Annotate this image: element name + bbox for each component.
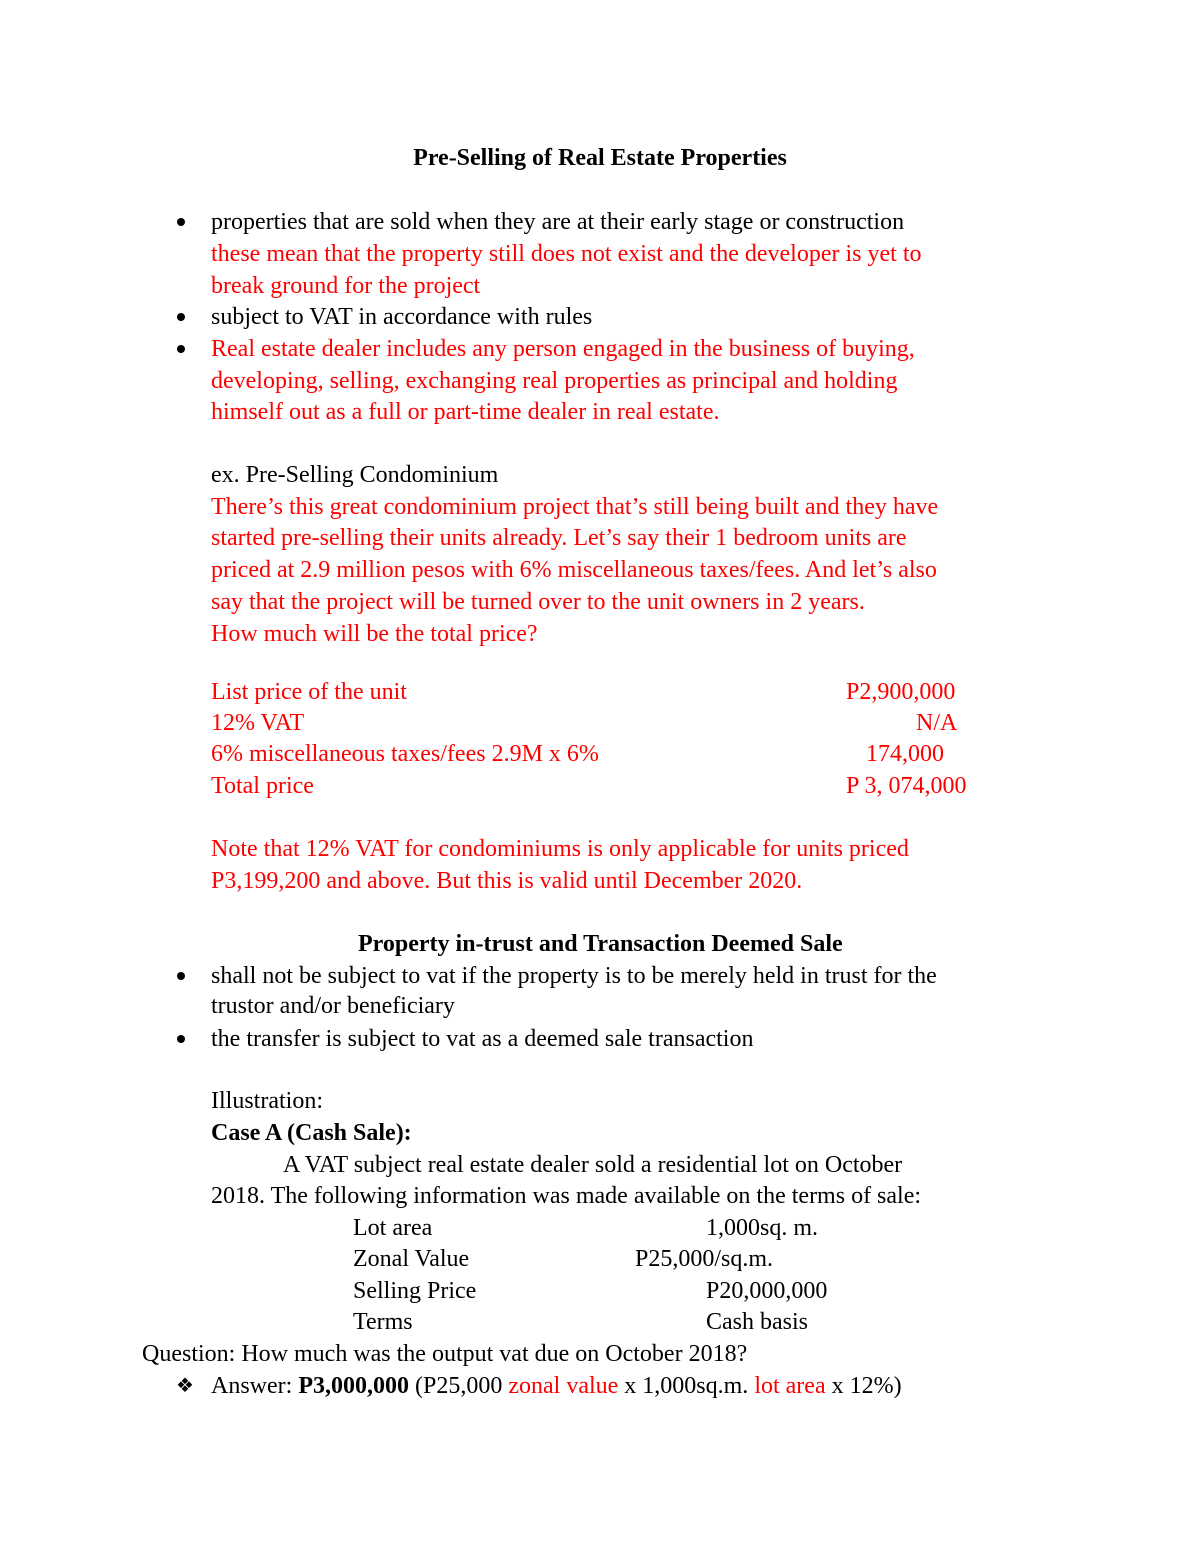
bullet-text: properties that are sold when they are at their early stage or construction bbox=[211, 209, 905, 235]
section-title-trust: Property in-trust and Transaction Deemed Sale bbox=[358, 931, 843, 957]
case-a-heading: Case A (Cash Sale): bbox=[211, 1120, 412, 1146]
example-text: say that the project will be turned over to the unit owners in 2 years. bbox=[211, 589, 865, 615]
bullet-text-red: break ground for the project bbox=[211, 273, 481, 299]
note-text: P3,199,200 and above. But this is valid until December 2020. bbox=[211, 868, 803, 894]
term-label: Lot area bbox=[353, 1215, 433, 1241]
bullet-text: trustor and/or beneficiary bbox=[211, 993, 455, 1019]
calc-value: 174,000 bbox=[866, 741, 944, 767]
term-value: P20,000,000 bbox=[706, 1278, 828, 1304]
case-text: 2018. The following information was made available on the terms of sale: bbox=[211, 1183, 922, 1209]
note-text: Note that 12% VAT for condominiums is only applicable for units priced bbox=[211, 836, 909, 862]
bullet-icon bbox=[177, 972, 185, 980]
bullet-icon bbox=[177, 313, 185, 321]
bullet-text-red: these mean that the property still does not exist and the developer is yet to bbox=[211, 241, 922, 267]
answer-amount: P3,000,000 bbox=[298, 1373, 409, 1399]
bullet-text-red: himself out as a full or part-time dealer in real estate. bbox=[211, 399, 720, 425]
example-text: There’s this great condominium project that’s still being built and they have bbox=[211, 494, 939, 520]
section-title-preselling: Pre-Selling of Real Estate Properties bbox=[413, 145, 787, 171]
question-text: Question: How much was the output vat due on October 2018? bbox=[142, 1341, 748, 1367]
example-text: started pre-selling their units already. Let’s say their 1 bedroom units are bbox=[211, 525, 907, 551]
bullet-text-red: Real estate dealer includes any person engaged in the business of buying, bbox=[211, 336, 915, 362]
calc-value: P 3, 074,000 bbox=[846, 773, 967, 799]
diamond-bullet-icon: ❖ bbox=[176, 1375, 194, 1397]
answer-lot: lot area bbox=[754, 1373, 826, 1399]
calc-label: 12% VAT bbox=[211, 710, 305, 736]
answer-zonal: zonal value bbox=[508, 1373, 619, 1399]
term-value: Cash basis bbox=[706, 1309, 808, 1335]
answer-close: x 12%) bbox=[825, 1373, 902, 1399]
bullet-icon bbox=[177, 1035, 185, 1043]
bullet-text: the transfer is subject to vat as a deemed sale transaction bbox=[211, 1026, 754, 1052]
calc-label: List price of the unit bbox=[211, 679, 407, 705]
illustration-label: Illustration: bbox=[211, 1088, 323, 1114]
calc-value: N/A bbox=[916, 710, 958, 736]
answer-open: (P25,000 bbox=[409, 1373, 509, 1399]
term-value: 1,000sq. m. bbox=[706, 1215, 819, 1241]
calc-label: Total price bbox=[211, 773, 314, 799]
bullet-text-red: developing, selling, exchanging real properties as principal and holding bbox=[211, 368, 898, 394]
bullet-icon bbox=[177, 218, 185, 226]
example-label: ex. Pre-Selling Condominium bbox=[211, 462, 499, 488]
term-label: Selling Price bbox=[353, 1278, 477, 1304]
term-label: Zonal Value bbox=[353, 1246, 470, 1272]
answer-prefix: Answer: bbox=[211, 1373, 299, 1399]
calc-value: P2,900,000 bbox=[846, 679, 956, 705]
example-text: priced at 2.9 million pesos with 6% miscellaneous taxes/fees. And let’s also bbox=[211, 557, 937, 583]
term-label: Terms bbox=[353, 1309, 413, 1335]
calc-label: 6% miscellaneous taxes/fees 2.9M x 6% bbox=[211, 741, 599, 767]
bullet-text: subject to VAT in accordance with rules bbox=[211, 304, 593, 330]
answer-mid: x 1,000sq.m. bbox=[618, 1373, 755, 1399]
term-value: P25,000/sq.m. bbox=[635, 1246, 774, 1272]
example-question: How much will be the total price? bbox=[211, 621, 538, 647]
case-text: A VAT subject real estate dealer sold a residential lot on October bbox=[283, 1152, 903, 1178]
answer-line bbox=[211, 1370, 902, 1402]
bullet-text: shall not be subject to vat if the property is to be merely held in trust for the bbox=[211, 963, 937, 989]
bullet-icon bbox=[177, 345, 185, 353]
